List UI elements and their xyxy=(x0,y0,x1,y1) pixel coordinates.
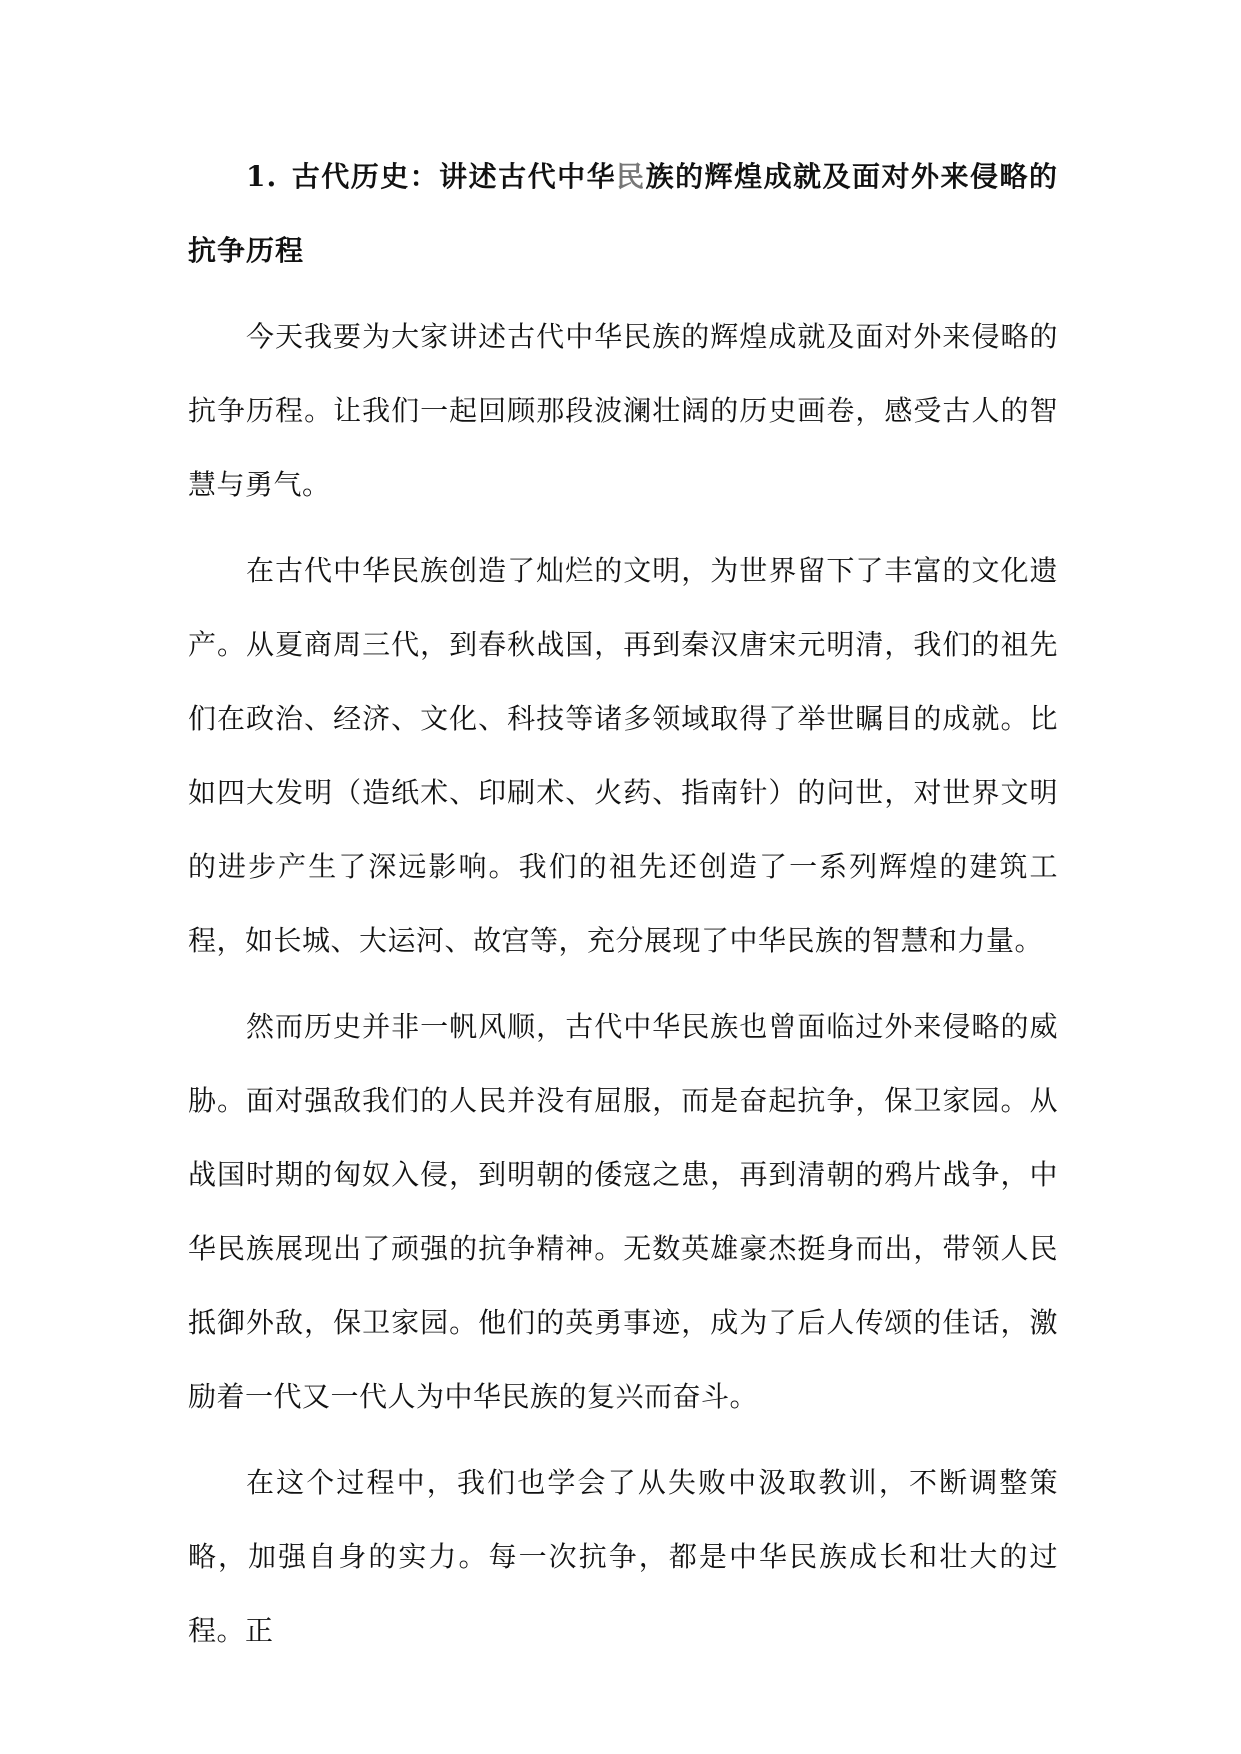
paragraph-achievements: 在古代中华民族创造了灿烂的文明，为世界留下了丰富的文化遗产。从夏商周三代，到春秋战国，再到秦汉唐宋元明清，我们的祖先们在政治、经济、文化、科技等诸多领域取得了举世瞩目的成就。比如四大发明（造纸术、印刷术、火药、指南针）的问世，对世界文明的进步产生了深远影响。我们的祖先还创造了一系列辉煌的建筑工程，如长城、大运河、故宫等，充分展现了中华民族的智慧和力量。 xyxy=(188,554,1058,957)
section-heading xyxy=(188,140,1058,288)
heading-text-before: 古代历史：讲述古代中华 xyxy=(291,160,617,193)
paragraph-resistance: 然而历史并非一帆风顺，古代中华民族也曾面临过外来侵略的威胁。面对强敌我们的人民并没有屈服，而是奋起抗争，保卫家园。从战国时期的匈奴入侵，到明朝的倭寇之患，再到清朝的鸦片战争，中华民族展现出了顽强的抗争精神。无数英雄豪杰挺身而出，带领人民抵御外敌，保卫家园。他们的英勇事迹，成为了后人传颂的佳话，激励着一代又一代人为中华民族的复兴而奋斗。 xyxy=(188,1010,1058,1413)
paragraph-lessons: 在这个过程中，我们也学会了从失败中汲取教训，不断调整策略，加强自身的实力。每一次抗争，都是中华民族成长和壮大的过程。正 xyxy=(188,1466,1058,1647)
paragraph-intro: 今天我要为大家讲述古代中华民族的辉煌成就及面对外来侵略的抗争历程。让我们一起回顾那段波澜壮阔的历史画卷，感受古人的智慧与勇气。 xyxy=(188,320,1058,501)
heading-highlighted-char: 民 xyxy=(616,160,646,193)
heading-text-after: 族的辉煌成就及面对外来侵略的抗争历程 xyxy=(188,160,1058,267)
section-number: 1. xyxy=(246,160,278,193)
document-body xyxy=(188,140,1058,1668)
